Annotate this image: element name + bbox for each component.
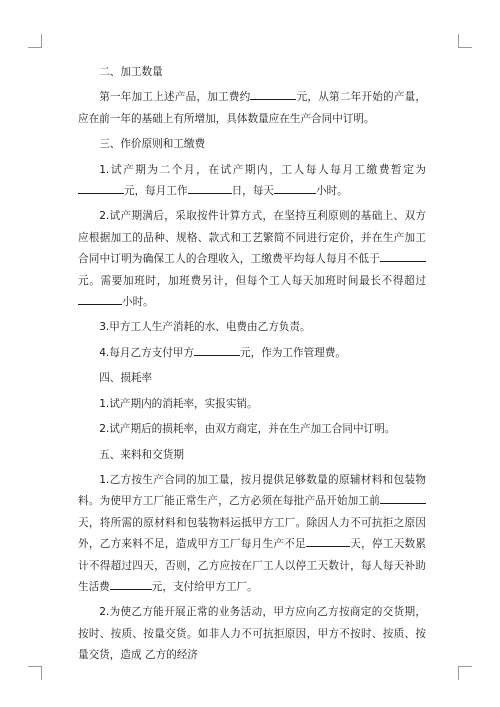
paragraph-p5 <box>78 206 426 313</box>
paragraph-text: 2.试产期满后，采取按件计算方式，在坚持互利原则的基础上、双方应根据加工的品种、规格、款式和工艺繁简不同进行定价，并在生产加工合同中订明为确保工人的合理收入，工缴费平均每人每月不低于 <box>78 210 426 266</box>
paragraph-p6 <box>78 317 426 338</box>
paragraph-p4 <box>78 160 426 203</box>
paragraph-text: 2.试产期后的损耗率，由双方商定，并在生产加工合同中订明。 <box>99 423 396 436</box>
paragraph-text: 元，每月工作 <box>124 185 188 198</box>
paragraph-p3 <box>78 134 426 155</box>
paragraph-text: 日，每天 <box>231 185 274 198</box>
fill-in-blank[interactable] <box>274 182 316 194</box>
fill-in-blank[interactable] <box>194 344 240 356</box>
paragraph-p2 <box>78 87 426 130</box>
fill-in-blank[interactable] <box>110 578 152 590</box>
crop-mark-top-left <box>28 34 42 48</box>
paragraph-text: 三、作价原则和工缴费 <box>99 138 206 151</box>
fill-in-blank[interactable] <box>78 182 124 194</box>
paragraph-p11 <box>78 445 426 466</box>
fill-in-blank[interactable] <box>380 492 426 504</box>
crop-mark-bottom-right <box>458 666 472 680</box>
paragraph-text: 元。需要加班时，加班费另计，但每个工人每天加班时间最长不得超过 <box>78 274 426 287</box>
paragraph-p12 <box>78 470 426 598</box>
paragraph-text: 四、损耗率 <box>99 372 153 385</box>
crop-mark-top-right <box>458 34 472 48</box>
fill-in-blank[interactable] <box>78 293 122 305</box>
paragraph-text: 天，停工天数累计不得超过四天，否则，乙方应按在厂工人以停工天数计，每人每天补助生活费 <box>78 538 426 593</box>
paragraph-text: 五、来料和交货期 <box>99 448 184 461</box>
crop-mark-bottom-left <box>28 666 42 680</box>
paragraph-text: 元，作为工作管理费。 <box>240 346 346 359</box>
paragraph-p8 <box>78 368 426 389</box>
paragraph-text: 小时。 <box>122 296 154 309</box>
document-body <box>78 62 426 667</box>
paragraph-p10 <box>78 419 426 440</box>
fill-in-blank[interactable] <box>380 250 426 262</box>
paragraph-p7 <box>78 343 426 364</box>
paragraph-text: 二、加工数量 <box>99 66 163 78</box>
paragraph-text: 1.试产期内的消耗率，实报实销。 <box>99 397 258 410</box>
paragraph-text: 3.甲方工人生产消耗的水、电费由乙方负责。 <box>99 321 311 334</box>
paragraph-p1 <box>78 62 426 83</box>
fill-in-blank[interactable] <box>306 535 350 547</box>
fill-in-blank[interactable] <box>250 88 296 100</box>
paragraph-text: 元，支付给甲方工厂。 <box>151 580 258 593</box>
paragraph-text: 元，从第二年开始的产量，应在前一年的基础上有所增加，具体数量应在生产合同中订明。 <box>78 91 427 125</box>
paragraph-text: 天，将所需的原材料和包装物料运抵甲方工厂。除因人力不可抗拒之原因外，乙方来料不足，造成甲方工厂每月生产不足 <box>78 516 426 551</box>
paragraph-text: 第一年加工上述产品，加工费约 <box>99 91 251 104</box>
paragraph-text: 1.试产期为二个月，在试产期内，工人每人每月工缴费暂定为 <box>99 163 426 176</box>
paragraph-text: 1.乙方按生产合同的加工量，按月提供足够数量的原辅材料和包装物料。为使甲方工厂能正常生产，乙方必须在每批产品开始加工前 <box>78 473 426 508</box>
paragraph-text: 2.为使乙方能开展正常的业务活动，甲方应向乙方按商定的交货期，按时、按质、按量交货。如非人力不可抗拒原因，甲方不按时、按质、按量交货，造成 乙方的经济 <box>78 606 426 662</box>
paragraph-text: 4.每月乙方支付甲方 <box>99 346 195 359</box>
paragraph-p13 <box>78 602 426 666</box>
paragraph-text: 小时。 <box>315 185 348 198</box>
paragraph-p9 <box>78 394 426 415</box>
fill-in-blank[interactable] <box>188 182 232 194</box>
